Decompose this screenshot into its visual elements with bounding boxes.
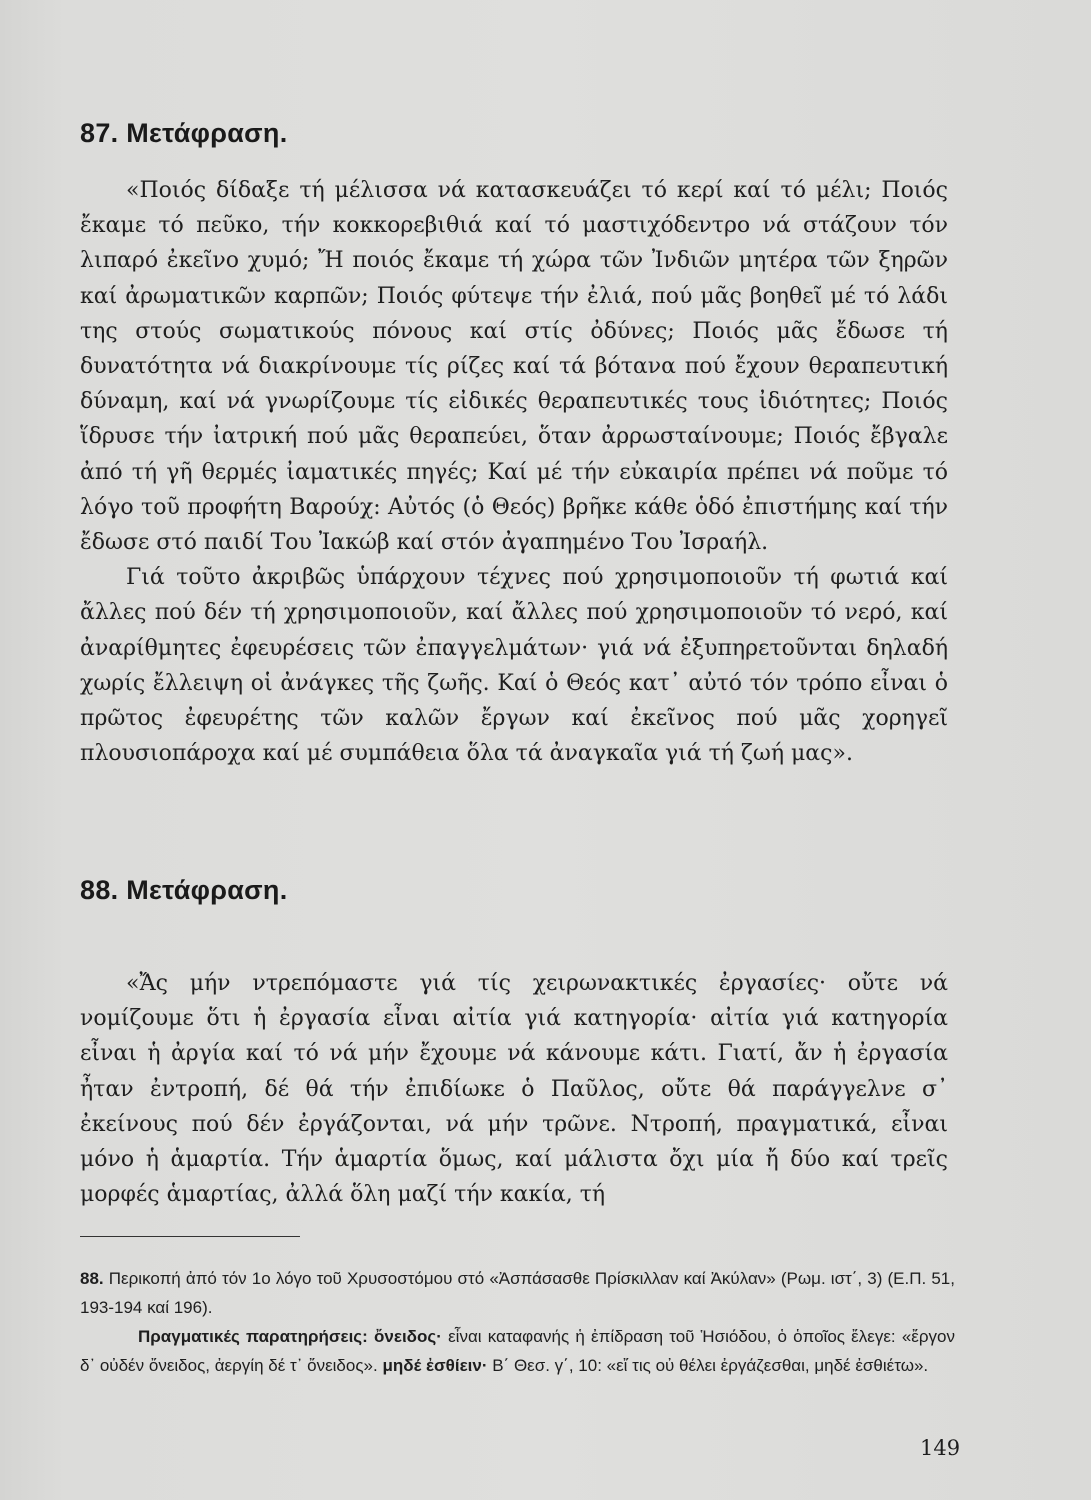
section-88-heading: 88. Μετάφραση.: [80, 875, 288, 905]
footnote-text: Περικοπή ἀπό τόν 1ο λόγο τοῦ Χρυσοστόμου στό «Ἀσπάσασθε Πρίσκιλλαν καί Ἀκύλαν» (Ρωμ. ιστ΄, 3) (Ε.Π. 51, 193-194 καί 196).: [80, 1269, 955, 1317]
section-87-heading: 87. Μετάφραση.: [80, 118, 288, 148]
remarks-text-2: Β΄ Θεσ. γ΄, 10: «εἴ τις οὐ θέλει ἐργάζεσθαι, μηδέ ἐσθιέτω».: [492, 1356, 929, 1375]
remarks-text-1: εἶναι καταφανής ἡ ἐπίδραση τοῦ Ἡσιόδου, ὁ ὁποῖος ἔλεγε: «ἔργον δ᾽ οὐδέν ὄνειδος, ἀεργίη δέ τ᾽ ὄνειδος».: [80, 1327, 955, 1375]
remarks-label: Πραγματικές παρατηρήσεις:: [138, 1327, 368, 1346]
footnotes: [80, 1264, 955, 1380]
page-number: 149: [920, 1436, 961, 1460]
term-mide-esthiein: μηδέ ἐσθίειν·: [382, 1356, 488, 1375]
paragraph: «Ποιός δίδαξε τή μέλισσα νά κατασκευάζει τό κερί καί τό μέλι; Ποιός ἔκαμε τό πεῦκο, τήν κοκκορεβιθιά καί τό μαστιχόδεντρο νά στάζουν τόν λιπαρό ἐκεῖνο χυμό; Ἤ ποιός ἔκαμε τή χώρα τῶν Ἰνδιῶν μητέρα τῶν ξηρῶν καί ἀρωματικῶν καρπῶν; Ποιός φύτεψε τήν ἐλιά, πού μᾶς βοηθεῖ μέ τό λάδι της στούς σωματικούς πόνους καί στίς ὀδύνες; Ποιός μᾶς ἔδωσε τή δυνατότητα νά διακρίνουμε τίς ρίζες καί τά βότανα πού ἔχουν θεραπευτική δύναμη, καί νά γνωρίζουμε τίς εἰδικές θεραπευτικές τους ἰδιότητες; Ποιός ἵδρυσε τήν ἰατρική πού μᾶς θεραπεύει, ὅταν ἀρρωσταίνουμε; Ποιός ἔβγαλε ἀπό τή γῆ θερμές ἰαματικές πηγές; Καί μέ τήν εὐκαιρία πρέπει νά ποῦμε τό λόγο τοῦ προφήτη Βαρούχ: Αὐτός (ὁ Θεός) βρῆκε κάθε ὁδό ἐπιστήμης καί τήν ἔδωσε στό παιδί Του Ἰακώβ καί στόν ἀγαπημένο Του Ἰσραήλ.: [80, 178, 948, 556]
footnote-number: 88.: [80, 1269, 104, 1288]
footnote-remarks: [80, 1322, 955, 1380]
footnote-88: [80, 1264, 955, 1322]
paragraph: Γιά τοῦτο ἀκριβῶς ὑπάρχουν τέχνες πού χρησιμοποιοῦν τή φωτιά καί ἄλλες πού δέν τή χρησιμοποιοῦν, καί ἄλλες πού χρησιμοποιοῦν τό νερό, καί ἀναρίθμητες ἐφευρέσεις τῶν ἐπαγγελμάτων· γιά νά ἐξυπηρετοῦνται δηλαδή χωρίς ἔλλειψη οἱ ἀνάγκες τῆς ζωῆς. Καί ὁ Θεός κατ᾽ αὐτό τόν τρόπο εἶναι ὁ πρῶτος ἐφευρέτης τῶν καλῶν ἔργων καί ἐκεῖνος πού μᾶς χορηγεῖ πλουσιοπάροχα καί μέ συμπάθεια ὅλα τά ἀναγκαῖα γιά τή ζωή μας».: [80, 565, 948, 767]
footnote-divider: [80, 1236, 300, 1237]
paragraph: «Ἄς μήν ντρεπόμαστε γιά τίς χειρωνακτικές ἐργασίες· οὔτε νά νομίζουμε ὅτι ἡ ἐργασία εἶναι αἰτία γιά κατηγορία· αἰτία γιά κατηγορία εἶναι ἡ ἀργία καί τό νά μήν ἔχουμε νά κάνουμε κάτι. Γιατί, ἄν ἡ ἐργασία ἦταν ἐντροπή, δέ θά τήν ἐπιδίωκε ὁ Παῦλος, οὔτε θά παράγγελνε σ᾽ ἐκείνους πού δέν ἐργάζονται, νά μήν τρῶνε. Ντροπή, πραγματικά, εἶναι μόνο ἡ ἁμαρτία. Τήν ἁμαρτία ὅμως, καί μάλιστα ὄχι μία ἤ δύο καί τρεῖς μορφές ἁμαρτίας, ἀλλά ὅλη μαζί τήν κακία, τή: [80, 971, 948, 1208]
section-87-body: [80, 173, 948, 771]
term-oneidos: ὄνειδος·: [374, 1327, 442, 1346]
section-88-body: [80, 966, 948, 1212]
